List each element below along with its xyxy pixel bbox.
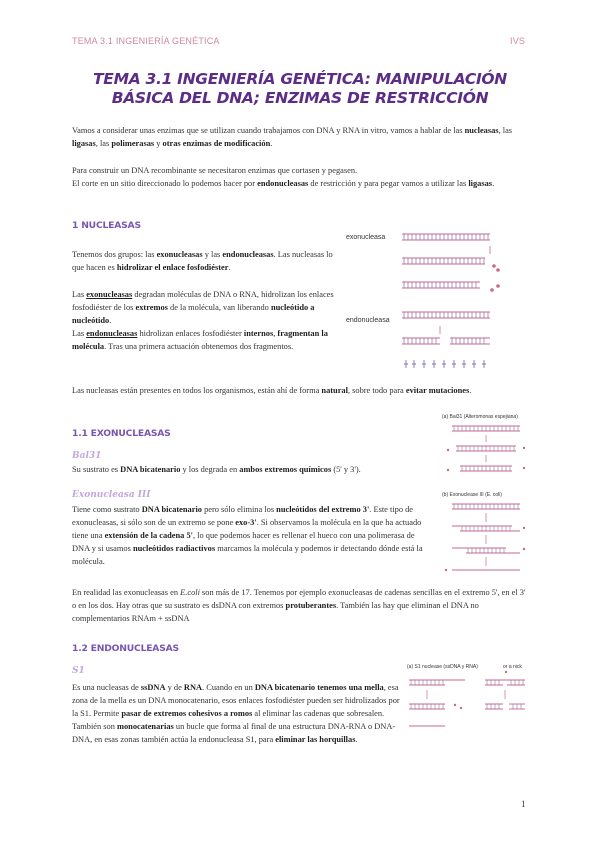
subheading-bal31: Bal31 bbox=[72, 451, 102, 461]
exonucleasas-ecoli-paragraph: En realidad las exonucleasas en E.coli son más de 17. Tenemos por ejemplo exonucleasas de cadenas sencillas en el extremo 5', en el 3' o en los dos. Hay otras que su sustrato es dsDNA con extremos protuberantes. También las hay que eliminan el DNA no complementarios RNAm + ssDNA bbox=[72, 588, 526, 623]
exonucleases-diagram bbox=[440, 410, 530, 580]
section-heading-endonucleasas: 1.2 ENDONUCLEASAS bbox=[72, 643, 179, 654]
s1-figure-label-nick: or a nick bbox=[503, 664, 522, 670]
intro-paragraph-2: Para construir un DNA recombinante se necesitaron enzimas que cortasen y pegasen. El corte en un sitio direccionado lo podemos hacer por endonucleasas de restricción y para pegar vamos a utilizar las ligasas. bbox=[72, 166, 495, 188]
subheading-s1: S1 bbox=[72, 666, 85, 676]
intro-paragraph-1: Vamos a considerar unas enzimas que se utilizan cuando trabajamos con DNA y RNA in vitro, vamos a hablar de las nucleasas, las ligasas, las polimerasas y otras enzimas de modificación. bbox=[72, 126, 513, 148]
exo-dna-rows bbox=[402, 234, 490, 344]
page-title-line2: BÁSICA DEL DNA; ENZIMAS DE RESTRICCIÓN bbox=[111, 89, 489, 107]
exonuclease-label: exonucleasa bbox=[346, 234, 386, 241]
nucleases-diagram bbox=[340, 226, 530, 376]
bal31-figure-label: (a) Bal31 (Alteromonas espejiana) bbox=[442, 414, 518, 420]
page-title-line1: TEMA 3.1 INGENIERÍA GENÉTICA: MANIPULACIÓN bbox=[93, 70, 507, 88]
section-heading-nucleasas: 1 NUCLEASAS bbox=[72, 220, 141, 231]
bal31-paragraph: Su sustrato es DNA bicatenario y los degrada en ambos extremos químicos (5' y 3'). bbox=[72, 465, 361, 474]
nucleasas-paragraph-1: Tenemos dos grupos: las exonucleasas y las endonucleasas. Las nucleasas lo que hacen es hidrolizar el enlace fosfodiéster. bbox=[72, 250, 333, 272]
exonucleasa-iii-paragraph: Tiene como sustrato DNA bicatenario pero sólo elimina los nucleótidos del extremo 3'. Este tipo de exonucleasas, si sólo son de un extremo se pone exo-3'. Si observamos la molécula en la que ha actuado tiene una extensión de la cadena 5', lo que podemos hacer es rellenar el hueco con una polimerasa de DNA y si usamos nucleótidos radiactivos marcamos la molécula y podemos ir detectando dónde está la molécula. bbox=[72, 505, 423, 566]
exoiii-figure-label: (b) Exonuclease III (E. coli) bbox=[442, 492, 503, 498]
subheading-exonucleasa-iii: Exonucleasa III bbox=[72, 490, 151, 500]
page-number: 1 bbox=[521, 799, 526, 809]
s1-paragraph: Es una nucleasas de ssDNA y de RNA. Cuando en un DNA bicatenario tenemos una mella, esa zona de la mella es un DNA monocatenario, esos enlaces fosfodiéster pueden ser hidrolizados por la S1. Permite pasar de extremos cohesivos a romos al eliminar las cadenas que sobresalen. También son monocatenarias un bucle que forma al final de una estructura DNA-RNA o DNA-DNA, en esas zonas también actúa la endonucleasa S1, para eliminar las horquillas. bbox=[72, 683, 400, 744]
page-title bbox=[60, 70, 540, 108]
endonuclease-label: endonucleasa bbox=[346, 317, 390, 324]
s1-figure-label: (a) S1 nuclease (ssDNA y RNA) bbox=[407, 664, 478, 670]
dna-rungs bbox=[404, 234, 488, 344]
free-nucleotides bbox=[404, 360, 486, 368]
section-heading-exonucleasas: 1.1 EXONUCLEASAS bbox=[72, 428, 171, 439]
nucleasas-paragraph-3: Las nucleasas están presentes en todos los organismos, están ahí de forma natural, sobre todo para evitar mutaciones. bbox=[72, 386, 472, 395]
arrows bbox=[440, 246, 499, 334]
running-header-initials: IVS bbox=[510, 36, 526, 46]
nucleasas-paragraph-2: Las exonucleasas degradan moléculas de DNA o RNA, hidrolizan los enlaces fosfodiéster de los extremos de la molécula, van liberando nucleótido a nucleótido. Las endonucleasas hidrolizan enlaces fosfodiéster internos, fragmentan la molécula. Tras una primera actuación obtenemos dos fragmentos. bbox=[72, 290, 334, 351]
s1-nuclease-diagram bbox=[405, 660, 530, 740]
running-header-title: TEMA 3.1 INGENIERÍA GENÉTICA bbox=[72, 36, 220, 46]
